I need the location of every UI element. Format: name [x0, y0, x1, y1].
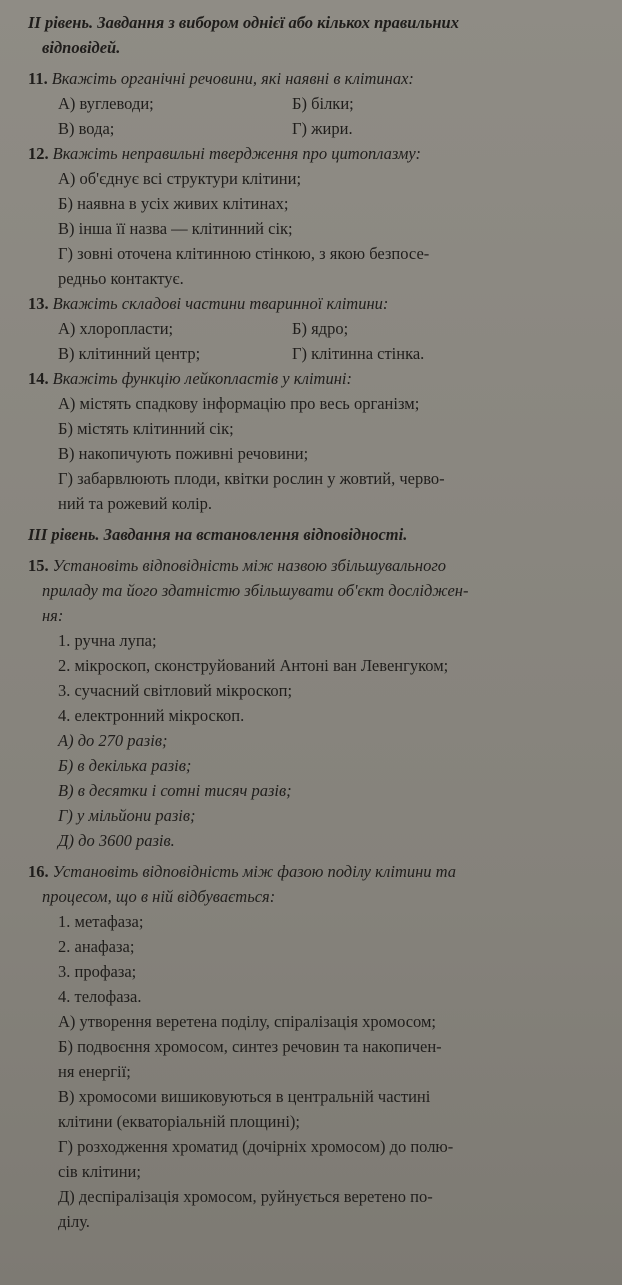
option-b: Б) подвоєння хромосом, синтез речовин та накопичен- [58, 1037, 442, 1056]
option-a: А) утворення веретена поділу, спіралізація хромосом; [58, 1012, 437, 1031]
option-d-continued: сів клітини; [58, 1162, 141, 1181]
question-14 [28, 366, 596, 516]
heading-line: відповідей. [42, 38, 121, 57]
list-item-3: 3. сучасний світловий мікроскоп; [58, 681, 293, 700]
list-item-1: 1. метафаза; [58, 912, 144, 931]
level-2-heading [28, 10, 596, 60]
question-text: Вкажіть функцію лейкопластів у клітині: [52, 369, 352, 388]
list-item-4: 4. електронний мікроскоп. [58, 706, 245, 725]
list-item-2: 2. мікроскоп, сконструйований Антоні ван Левенгуком; [58, 656, 449, 675]
option-a: А) до 270 разів; [58, 731, 168, 750]
question-13 [28, 291, 596, 366]
list-item-4: 4. телофаза. [58, 987, 142, 1006]
question-11 [28, 66, 596, 141]
question-text-continued: приладу та його здатністю збільшувати об'єкт досліджен- [42, 581, 469, 600]
option-d: Г) зовні оточена клітинною стінкою, з якою безпосе- [58, 244, 430, 263]
option-b-continued: ня енергії; [58, 1062, 131, 1081]
question-text-continued: ня: [42, 606, 64, 625]
option-c: В) накопичують поживні речовини; [58, 444, 309, 463]
question-text: Вкажіть органічні речовини, які наявні в клітинах: [51, 69, 414, 88]
option-e: Д) до 3600 разів. [58, 831, 175, 850]
option-d-continued: ний та рожевий колір. [58, 494, 213, 513]
list-item-2: 2. анафаза; [58, 937, 135, 956]
option-c: В) хромосоми вишиковуються в центральній частині [58, 1087, 431, 1106]
list-item-1: 1. ручна лупа; [58, 631, 157, 650]
option-b: Б) білки; [292, 94, 354, 113]
question-16 [28, 859, 596, 1234]
option-b: Б) ядро; [292, 319, 349, 338]
option-b: Б) в декілька разів; [58, 756, 192, 775]
option-e: Д) деспіралізація хромосом, руйнується веретено по- [58, 1187, 433, 1206]
option-d: Г) клітинна стінка. [292, 344, 425, 363]
question-15 [28, 553, 596, 853]
question-number: 13. [28, 294, 49, 313]
option-e-continued: ділу. [58, 1212, 90, 1231]
question-text: Вкажіть складові частини тваринної клітини: [52, 294, 389, 313]
question-number: 11. [28, 69, 48, 88]
question-text: Установіть відповідність між фазою поділу клітини та [52, 862, 457, 881]
option-d: Г) у мільйони разів; [58, 806, 196, 825]
list-item-3: 3. профаза; [58, 962, 137, 981]
option-a: А) об'єднує всі структури клітини; [58, 169, 302, 188]
question-number: 15. [28, 556, 49, 575]
option-a: А) містять спадкову інформацію про весь організм; [58, 394, 420, 413]
option-d: Г) забарвлюють плоди, квітки рослин у жовтий, черво- [58, 469, 445, 488]
option-c: В) інша її назва — клітинний сік; [58, 219, 293, 238]
option-c: В) вода; [58, 119, 115, 138]
question-12 [28, 141, 596, 291]
option-b: Б) наявна в усіх живих клітинах; [58, 194, 289, 213]
option-d: Г) жири. [292, 119, 353, 138]
option-d: Г) розходження хроматид (дочірніх хромосом) до полю- [58, 1137, 454, 1156]
option-c-continued: клітини (екваторіальній площині); [58, 1112, 300, 1131]
option-a: А) вуглеводи; [58, 94, 154, 113]
question-text: Вкажіть неправильні твердження про цитоплазму: [52, 144, 422, 163]
question-number: 14. [28, 369, 49, 388]
question-text-continued: процесом, що в ній відбувається: [42, 887, 276, 906]
level-3-heading: ІІІ рівень. Завдання на встановлення відповідності. [28, 525, 408, 544]
option-d-continued: редньо контактує. [58, 269, 184, 288]
option-c: В) в десятки і сотні тисяч разів; [58, 781, 292, 800]
option-c: В) клітинний центр; [58, 344, 201, 363]
question-number: 16. [28, 862, 49, 881]
heading-line: ІІ рівень. Завдання з вибором однієї або кількох правильних [28, 13, 459, 32]
option-b: Б) містять клітинний сік; [58, 419, 234, 438]
option-a: А) хлоропласти; [58, 319, 174, 338]
question-number: 12. [28, 144, 49, 163]
question-text: Установіть відповідність між назвою збільшувального [52, 556, 447, 575]
